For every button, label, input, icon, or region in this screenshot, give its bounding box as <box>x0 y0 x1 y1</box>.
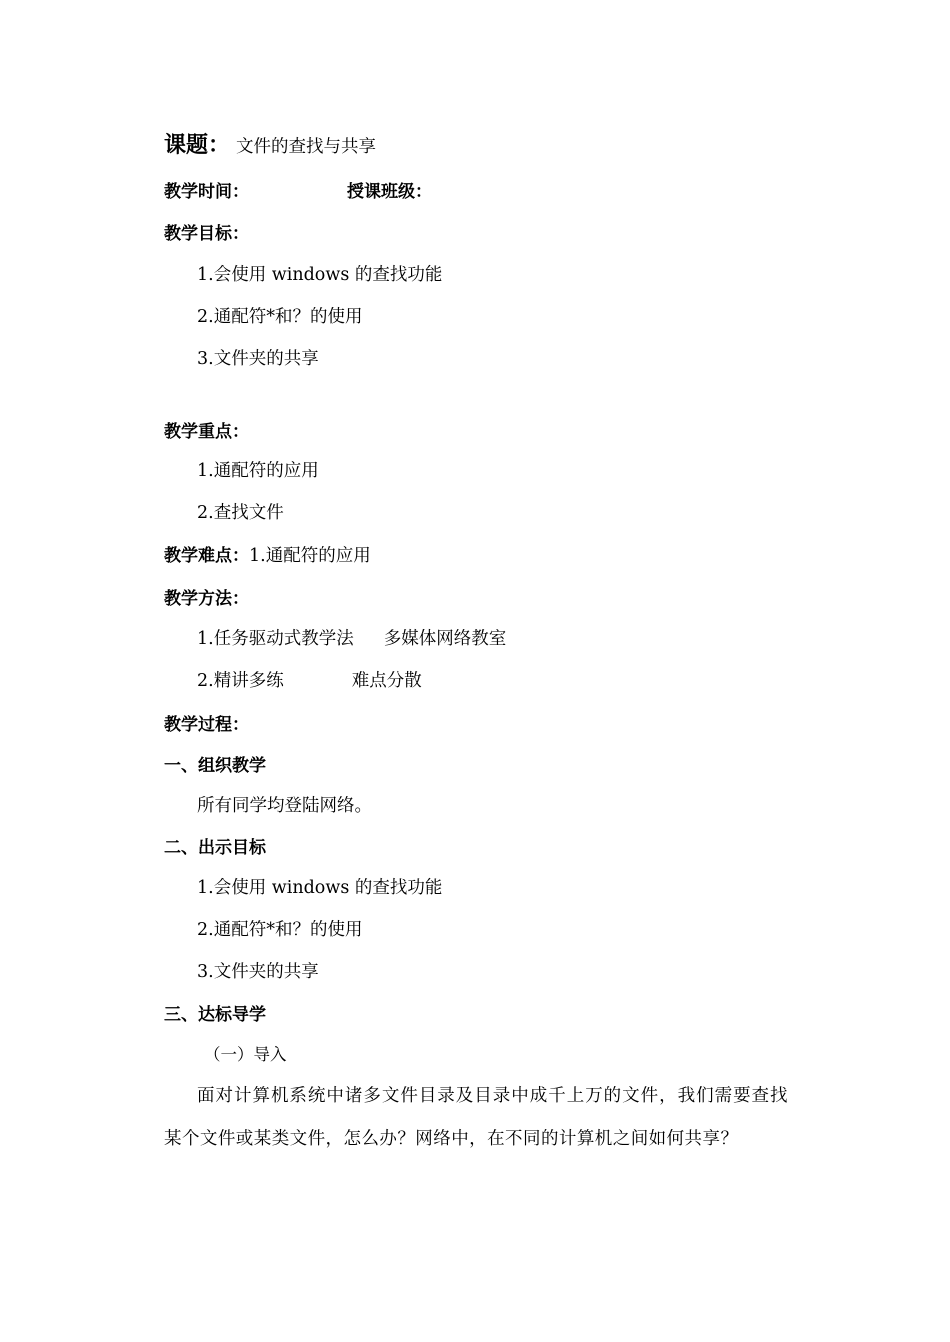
difficulty-heading: 教学难点： <box>164 546 249 566</box>
section-2-item-2: 2.通配符*和？的使用 <box>197 920 363 940</box>
lesson-title-label: 课题： <box>164 133 231 158</box>
goal-item-3: 3.文件夹的共享 <box>197 349 319 369</box>
section-1-heading: 一、组织教学 <box>164 756 266 776</box>
lesson-title-row <box>164 134 376 159</box>
goal-item-1: 1.会使用 windows 的查找功能 <box>197 265 443 285</box>
key-point-item-2: 2.查找文件 <box>197 503 284 523</box>
section-3-sub-heading: （一）导入 <box>204 1045 287 1064</box>
section-3-heading: 三、达标导学 <box>164 1005 266 1025</box>
key-points-heading: 教学重点： <box>164 422 249 442</box>
time-class-row <box>164 180 432 204</box>
class-label: 授课班级： <box>347 182 432 202</box>
goal-item-2: 2.通配符*和？的使用 <box>197 307 363 327</box>
key-point-item-1: 1.通配符的应用 <box>197 461 319 481</box>
methods-row-1 <box>197 627 506 651</box>
teaching-time-label: 教学时间： <box>164 182 249 202</box>
methods-row-2 <box>197 669 422 693</box>
difficulty-row <box>164 544 371 568</box>
method-2-note: 难点分散 <box>351 671 422 691</box>
method-1-note: 多媒体网络教室 <box>383 629 507 649</box>
intro-paragraph: 面对计算机系统中诸多文件目录及目录中成千上万的文件，我们需要查找某个文件或某类文件，怎么办？网络中，在不同的计算机之间如何共享？ <box>164 1086 788 1149</box>
section-2-item-3: 3.文件夹的共享 <box>197 962 319 982</box>
goals-heading: 教学目标： <box>164 224 249 244</box>
process-heading: 教学过程： <box>164 715 249 735</box>
method-1: 1.任务驱动式教学法 <box>197 629 354 649</box>
section-2-item-1: 1.会使用 windows 的查找功能 <box>197 878 443 898</box>
methods-heading: 教学方法： <box>164 589 249 609</box>
section-1-text: 所有同学均登陆网络。 <box>197 796 372 816</box>
method-2: 2.精讲多练 <box>197 671 284 691</box>
lesson-title-value: 文件的查找与共享 <box>236 137 377 157</box>
section-2-heading: 二、出示目标 <box>164 838 266 858</box>
difficulty-value: 1.通配符的应用 <box>249 546 371 566</box>
